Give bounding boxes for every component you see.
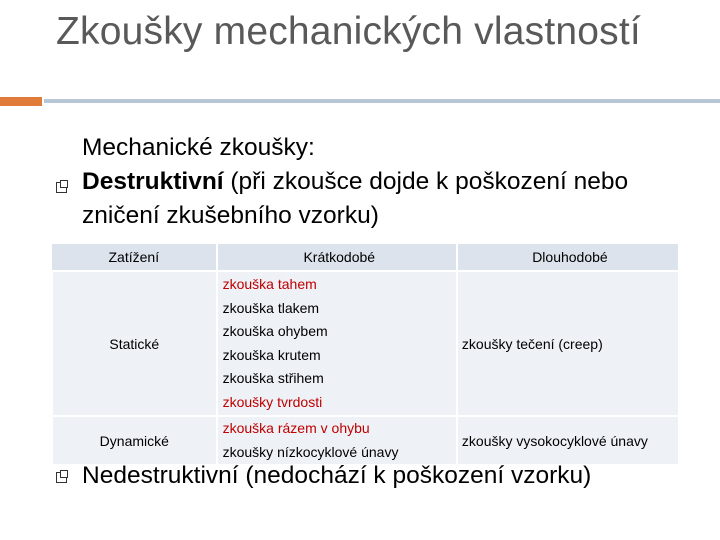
table-row xyxy=(52,416,679,465)
intro-heading: Mechanické zkoušky: xyxy=(82,134,315,161)
bullet-icon xyxy=(56,182,67,193)
title-accent-bar xyxy=(0,97,42,106)
header-load: Zatížení xyxy=(52,244,217,271)
nondestructive-text: Nedestruktivní (nedochází k poškození vzorku) xyxy=(82,462,592,489)
list-item: zkouška krutem xyxy=(222,346,321,363)
row-load-dynamic: Dynamické xyxy=(52,416,217,465)
row-load-static: Statické xyxy=(52,271,217,416)
row-dynamic-short-term xyxy=(217,416,457,465)
tests-table xyxy=(51,244,680,466)
dynamic-red-items xyxy=(223,417,456,441)
row-static-long-term: zkoušky tečení (creep) xyxy=(457,271,679,416)
row-dynamic-long-term: zkoušky vysokocyklové únavy xyxy=(457,416,679,465)
destructive-text xyxy=(82,165,702,233)
header-long-term: Dlouhodobé xyxy=(457,244,679,271)
bullet-icon xyxy=(56,472,67,483)
list-item: zkoušky nízkocyklové únavy xyxy=(222,443,399,460)
list-item: zkouška tahem xyxy=(222,276,317,292)
header-short-term: Krátkodobé xyxy=(217,244,457,271)
destructive-label: Destruktivní xyxy=(82,168,224,195)
row-static-short-term xyxy=(217,271,457,416)
destructive-description: (při zkoušce dojde k poškození nebo zničení zkušebního vzorku) xyxy=(82,168,629,229)
static-red-items xyxy=(223,273,456,297)
list-item: zkouška tlakem xyxy=(222,299,320,316)
table-row xyxy=(52,271,679,416)
title-divider xyxy=(44,99,720,103)
list-item: zkouška ohybem xyxy=(222,323,328,339)
slide-title: Zkoušky mechanických vlastností xyxy=(56,10,641,53)
table-header-row xyxy=(52,244,679,271)
intro-paragraph xyxy=(82,131,702,233)
static-black-items xyxy=(223,297,456,391)
list-item: zkouška rázem v ohybu xyxy=(222,420,370,436)
list-item: zkouška střihem xyxy=(222,370,324,386)
list-item: zkoušky tvrdosti xyxy=(222,393,323,410)
static-red-items-2 xyxy=(223,391,456,415)
